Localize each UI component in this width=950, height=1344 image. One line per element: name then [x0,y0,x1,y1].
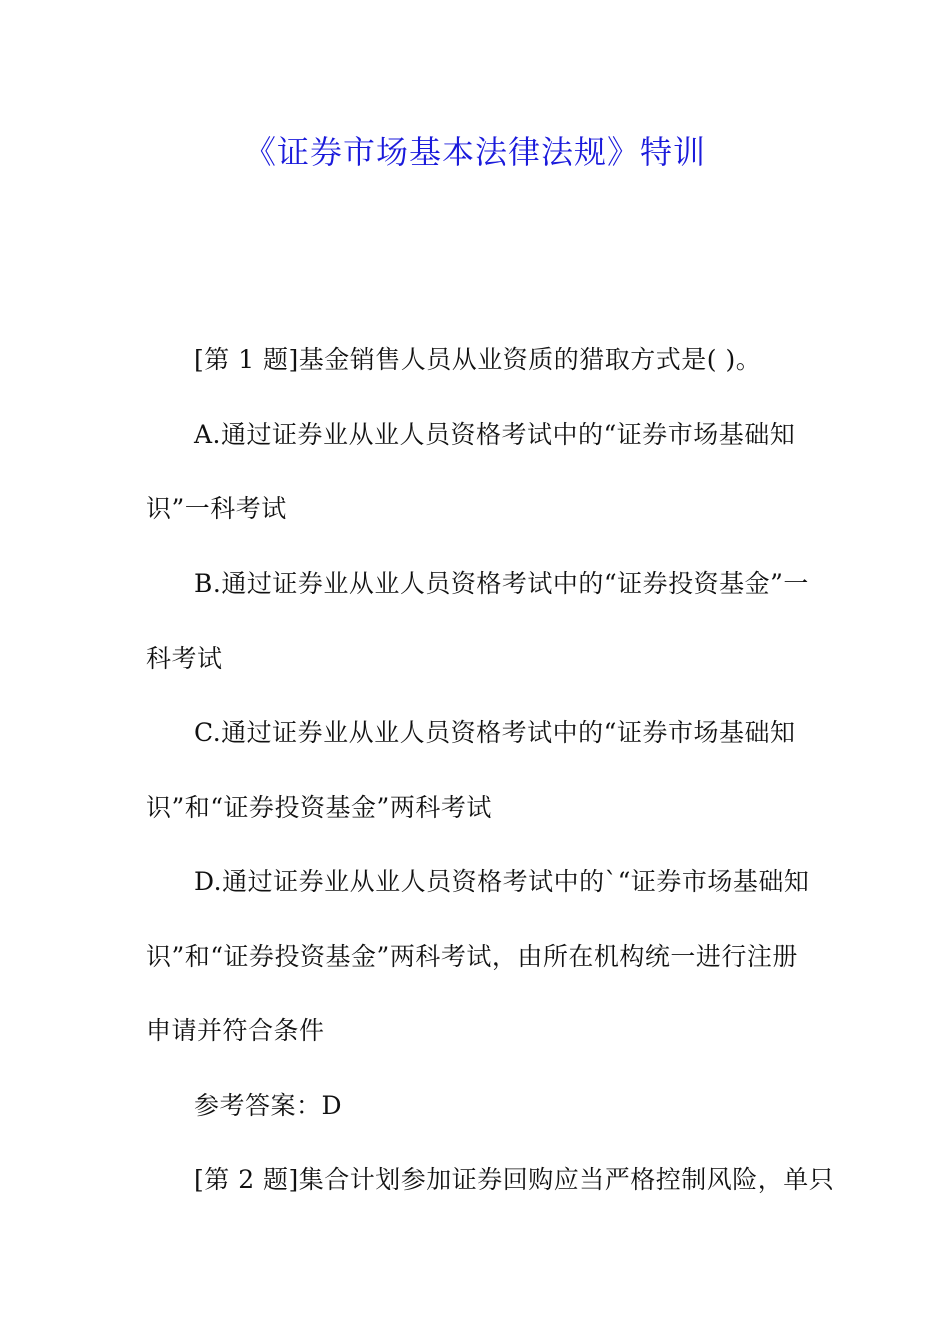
question-1-answer: 参考答案：D [194,1091,343,1120]
question-1-option-c-cont: 识”和“证券投资基金”两科考试 [146,793,492,822]
question-1-option-a: A.通过证券业从业人员资格考试中的“证券市场基础知 [194,420,796,449]
question-2-stem: [第 2 题]集合计划参加证券回购应当严格控制风险，单只 [194,1165,835,1194]
question-1-option-b: B.通过证券业从业人员资格考试中的“证券投资基金”一 [194,569,809,598]
question-1-stem: [第 1 题]基金销售人员从业资质的猎取方式是( )。 [194,345,762,374]
document-title: 《证券市场基本法律法规》特训 [243,133,706,171]
question-1-option-d: D.通过证券业从业人员资格考试中的`“证券市场基础知 [194,867,810,896]
question-1-option-b-cont: 科考试 [146,644,223,673]
question-1-option-a-cont: 识”一科考试 [146,494,287,523]
question-1-option-d-cont2: 申请并符合条件 [146,1016,325,1045]
question-1-option-c: C.通过证券业从业人员资格考试中的“证券市场基础知 [194,718,796,747]
question-1-option-d-cont: 识”和“证券投资基金”两科考试，由所在机构统一进行注册 [146,942,798,971]
